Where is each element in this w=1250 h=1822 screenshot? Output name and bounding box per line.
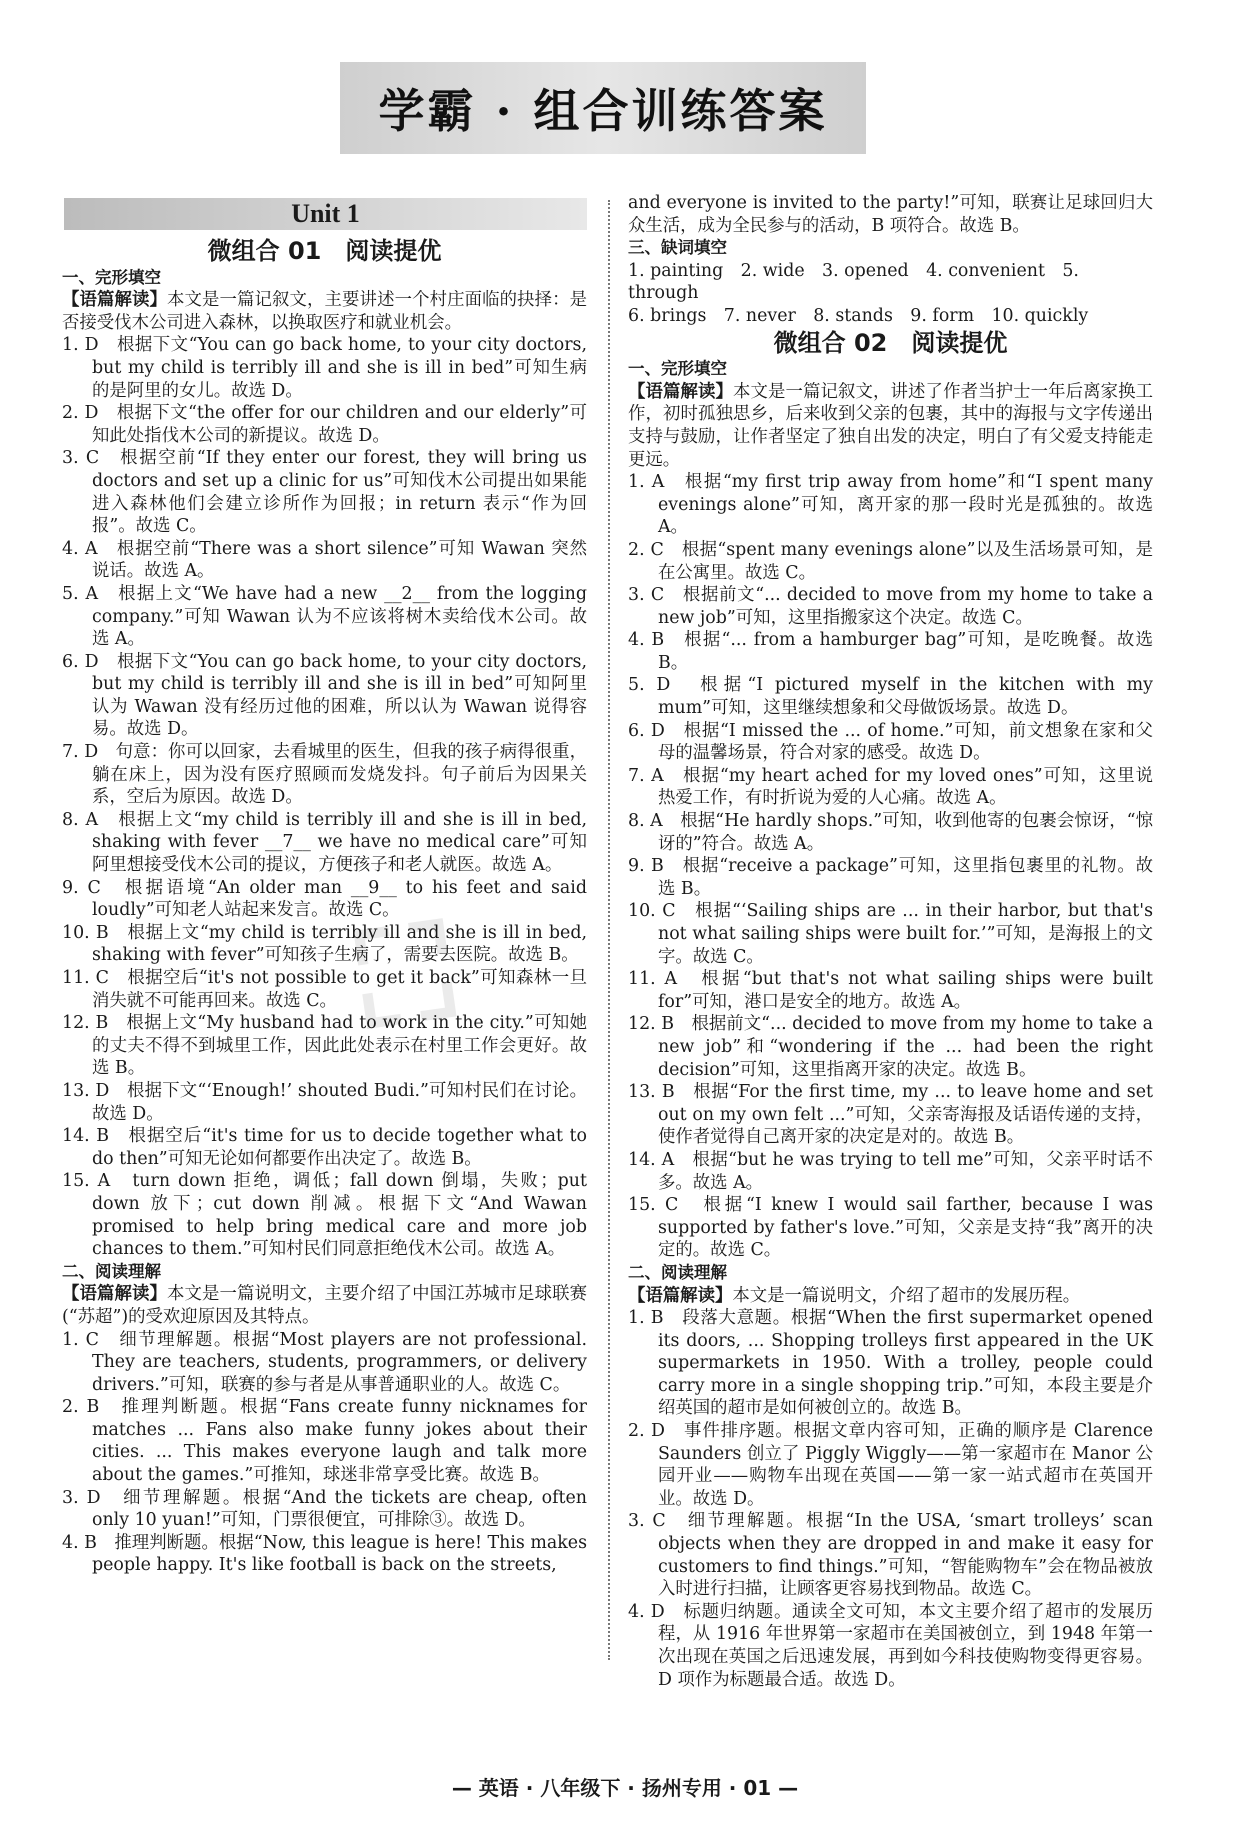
answer-item: 6. D 根据下文“You can go back home, to your city doctors, but my child is terribly ill and she is ill in bed”可知阿里认为 Wawan 没有经历过他的困难，所以认为 Wawan 说得容易。故选 D。: [62, 651, 587, 740]
right-column: [628, 192, 1153, 1691]
answer-item: 14. A 根据“but he was trying to tell me”可知，父亲平时话不多。故选 A。: [628, 1149, 1153, 1193]
answer-item: 14. B 根据空后“it's time for us to decide together what to do then”可知无论如何都要作出决定了。故选 B。: [62, 1126, 587, 1169]
answer-item: 8. A 根据“He hardly shops.”可知，收到他寄的包裹会惊讶，“惊讶的”符合。故选 A。: [628, 811, 1153, 854]
answer-item: 2. D 事件排序题。根据文章内容可知，正确的顺序是 Clarence Saunders 创立了 Piggly Wiggly——第一家超市在 Manor 公园开业——购物车出现在英国——第一家一站式超市在英国开业。故选 D。: [628, 1421, 1153, 1509]
answer-list-reading: [628, 1307, 1153, 1691]
answer-list-cloze: [62, 334, 587, 1260]
answer-item: 15. C 根据“I knew I would sail farther, because I was supported by father's love.”可知，父亲是支持“我”离开的决定的。故选 C。: [628, 1195, 1153, 1261]
answer-item: 2. D 根据下文“the offer for our children and our elderly”可知此处指伐木公司的新提议。故选 D。: [62, 403, 587, 446]
answer-item: 12. B 根据上文“My husband had to work in the city.”可知她的丈夫不得不到城里工作，因此此处表示在村里工作会更好。故选 B。: [62, 1013, 587, 1079]
answer-item: 7. A 根据“my heart ached for my loved ones”可知，这里说热爱工作，有时折说为爱的人心痛。故选 A。: [628, 765, 1153, 809]
section-heading-cloze: 一、完形填空: [628, 359, 727, 379]
page-banner: [340, 62, 866, 154]
answer-item: 13. B 根据“For the first time, my ... to leave home and set out on my own felt ...”可知，父亲寄海报及话语传递的支持，使作者觉得自己离开家的决定是对的。故选 B。: [628, 1082, 1153, 1148]
section-heading-blank-fill: 三、缺词填空: [628, 238, 727, 258]
group-title-02: 微组合 02 阅读提优: [773, 328, 1008, 357]
group-title-01: 微组合 01 阅读提优: [207, 237, 442, 265]
page-title: 学霸 · 组合训练答案: [378, 84, 828, 138]
answer-item: 4. B 推理判断题。根据“Now, this league is here! This makes people happy. It's like football is back on the streets,: [62, 1532, 587, 1576]
answer-item: 11. C 根据空后“it's not possible to get it back”可知森林一旦消失就不可能再回来。故选 C。: [62, 968, 587, 1011]
answer-item: 1. B 段落大意题。根据“When the first supermarket opened its doors, ... Shopping trolleys first appeared in the UK supermarkets in 1950. With a trolley, people could carry more in a single shopping trip.”可知，本段主要是介绍英国的超市是如何被创立的。故选 B。: [628, 1308, 1153, 1419]
answer-item: 10. C 根据“‘Sailing ships are ... in their harbor, but that's not what sailing ships were built for.’”可知，是海报上的文字。故选 C。: [628, 901, 1153, 967]
passage-intro: 【语篇解读】本文是一篇记叙文，讲述了作者当护士一年后离家换工作，初时孤独思乡，后来收到父亲的包裹，其中的海报与文字传递出支持与鼓励，让作者坚定了独自出发的决定，明白了有父爱支持能走更远。: [628, 381, 1153, 470]
answer-item: 10. B 根据上文“my child is terribly ill and she is ill in bed, shaking with fever”可知孩子生病了，需要去医院。故选 B。: [62, 922, 587, 966]
answer-item: 4. A 根据空前“There was a short silence”可知 Wawan 突然说话。故选 A。: [62, 538, 587, 582]
answer-item: 5. A 根据上文“We have had a new __2__ from the logging company.”可知 Wawan 认为不应该将树木卖给伐木公司。故选 A。: [62, 583, 587, 650]
answer-item: 4. B 根据“... from a hamburger bag”可知，是吃晚餐。故选 B。: [628, 630, 1153, 673]
answer-item: 3. C 根据空前“If they enter our forest, they will bring us doctors and set up a clinic for us”可知伐木公司提出如果能进入森林他们会建立诊所作为回报；in return 表示“作为回报”。故选 C。: [62, 448, 587, 537]
answer-item: 3. C 细节理解题。根据“In the USA, ‘smart trolleys’ scan objects when they are dropped in and make it easy for customers to find things.”可知，“智能购物车”会在物品被放入时进行扫描，让顾客更容易找到物品。故选 C。: [628, 1511, 1153, 1600]
section-heading-reading: 二、阅读理解: [628, 1262, 727, 1282]
unit-heading-bar: [64, 198, 587, 230]
page-footer: — 英语 · 八年级下 · 扬州专用 · 01 —: [451, 1776, 799, 1800]
answer-list-reading: [62, 1329, 587, 1578]
passage-intro: 【语篇解读】本文是一篇说明文，主要介绍了中国江苏城市足球联赛(“苏超”)的受欢迎原因及其特点。: [62, 1284, 587, 1327]
continued-text: and everyone is invited to the party!”可知，联赛让足球回归大众生活，成为全民参与的活动，B 项符合。故选 B。: [628, 193, 1153, 236]
answer-item: 9. B 根据“receive a package”可知，这里指包裹里的礼物。故选 B。: [628, 856, 1153, 899]
answer-item: 6. D 根据“I missed the ... of home.”可知，前文想象在家和父母的温馨场景，符合对家的感受。故选 D。: [628, 720, 1153, 764]
answer-item: 1. A 根据“my first trip away from home”和“I spent many evenings alone”可知，离开家的那一段时光是孤独的。故选 A。: [628, 472, 1153, 538]
passage-intro: 【语篇解读】本文是一篇说明文，介绍了超市的发展历程。: [628, 1285, 1081, 1306]
passage-intro: 【语篇解读】本文是一篇记叙文，主要讲述一个村庄面临的抉择：是否接受伐木公司进入森林，以换取医疗和就业机会。: [62, 290, 587, 333]
section-heading-cloze: 一、完形填空: [62, 267, 161, 287]
answer-item: 3. C 根据前文“... decided to move from my home to take a new job”可知，这里指搬家这个决定。故选 C。: [628, 585, 1153, 628]
answer-item: 9. C 根据语境“An older man __9__ to his feet and said loudly”可知老人站起来发言。故选 C。: [62, 877, 587, 921]
answer-item: 7. D 句意：你可以回家，去看城里的医生，但我的孩子病得很重，躺在床上，因为没有医疗照顾而发烧发抖。句子前后为因果关系，空后为原因。故选 D。: [62, 742, 587, 808]
answer-item: 2. B 推理判断题。根据“Fans create funny nicknames for matches ... Fans also make funny jokes about their cities. ... This makes everyone laugh and talk more about the games.”可推知，球迷非常享受比赛。故选 B。: [62, 1397, 587, 1486]
answer-item: 8. A 根据上文“my child is terribly ill and she is ill in bed, shaking with fever __7__ we have no medical care”可知阿里想接受伐木公司的提议，方便孩子和老人就医。故选 A。: [62, 809, 587, 876]
answer-item: 1. C 细节理解题。根据“Most players are not professional. They are teachers, students, programmers, or delivery drivers.”可知，联赛的参与者是从事普通职业的人。故选 C。: [62, 1329, 587, 1395]
vocab-answers-row: 6. brings 7. never 8. stands 9. form 10. quickly: [628, 305, 1089, 326]
answer-item: 5. D 根据“I pictured myself in the kitchen with my mum”可知，这里继续想象和父母做饭场景。故选 D。: [628, 675, 1153, 719]
answer-list-cloze: [628, 471, 1153, 1262]
answer-item: 1. D 根据下文“You can go back home, to your city doctors, but my child is terribly ill and she is ill in bed”可知生病的是阿里的女儿。故选 D。: [62, 335, 587, 401]
section-heading-reading: 二、阅读理解: [62, 1261, 161, 1281]
answer-item: 3. D 细节理解题。根据“And the tickets are cheap, often only 10 yuan!”可知，门票很便宜，可排除③。故选 D。: [62, 1487, 587, 1531]
answer-item: 13. D 根据下文“‘Enough!’ shouted Budi.”可知村民们在讨论。故选 D。: [62, 1080, 587, 1124]
answer-item: 4. D 标题归纳题。通读全文可知，本文主要介绍了超市的发展历程，从 1916 年世界第一家超市在美国被创立，到 1948 年第一次出现在英国之后迅速发展，再到如今科技使购物变得更容易。D 项作为标题最合适。故选 D。: [628, 1601, 1153, 1690]
column-divider: [608, 200, 610, 1660]
watermark: ⛶: [349, 894, 462, 1058]
answer-item: 15. A turn down 拒绝，调低；fall down 倒塌，失败；put down 放下；cut down 削减。根据下文“And Wawan promised to help bring medical care and more job chances to them.”可知村民们同意拒绝伐木公司。故选 A。: [62, 1171, 587, 1260]
unit-title: Unit 1: [291, 198, 360, 228]
answer-item: 12. B 根据前文“... decided to move from my home to take a new job”和“wondering if the ... had been the right decision”可知，这里指离开家的决定。故选 B。: [628, 1014, 1153, 1080]
left-column: [62, 180, 587, 1577]
answer-item: 2. C 根据“spent many evenings alone”以及生活场景可知，是在公寓里。故选 C。: [628, 539, 1153, 583]
vocab-answers-row: 1. painting 2. wide 3. opened 4. convenient 5. through: [628, 260, 1079, 304]
answer-item: 11. A 根据“but that's not what sailing ships were built for”可知，港口是安全的地方。故选 A。: [628, 969, 1153, 1012]
